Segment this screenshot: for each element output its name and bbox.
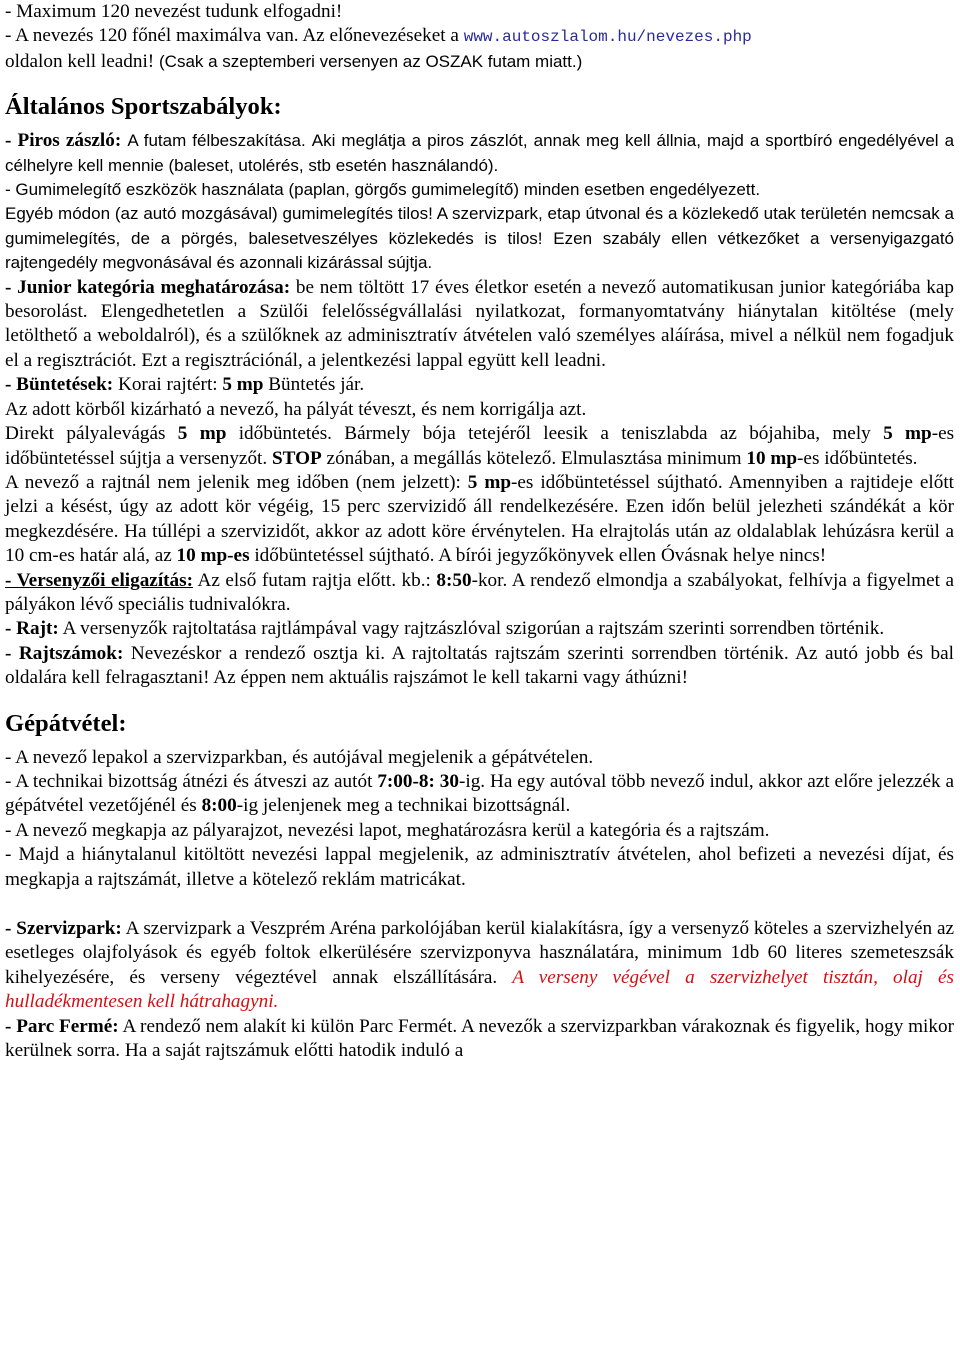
rule-text: A szervizpark a Veszprém Aréna parkolójában kerül kialakításra, így a versenyző köteles a szervizhelyén az esetleges olajfolyások és egyéb foltok elkerülésére szervizponyva használatára, minimum 1db 60 literes szemeteszsák kihelyezésére, és verseny végeztével annak elszállítására.	[5, 918, 954, 988]
registration-link[interactable]: www.autoszlalom.hu/nevezes.php	[463, 28, 752, 47]
rule-text: A nevező a rajtnál nem jelenik meg időben (nem jelzett):	[5, 471, 461, 493]
rule-label: - Rajtszámok:	[5, 642, 124, 664]
gep-line-1: - A nevező lepakol a szervizparkban, és autójával megjelenik a gépátvételen.	[5, 746, 594, 768]
rule-text: Korai rajtért:	[117, 374, 218, 396]
rule-label: - Junior kategória meghatározása:	[5, 276, 291, 298]
rule-label: - Rajt:	[5, 618, 59, 640]
rule-value: STOP	[271, 447, 322, 469]
rule-szervizpark	[5, 917, 954, 1015]
rule-rajtszamok	[5, 642, 954, 691]
intro-line-3	[5, 50, 954, 74]
rule-text: A futam félbeszakítása.	[127, 131, 306, 151]
intro-note: (Csak a szeptemberi versenyen az OSZAK futam miatt.)	[159, 51, 583, 71]
rule-text: -es időbüntetéssel sújtja a versenyzőt.	[5, 423, 955, 469]
rule-text: -es időbüntetéssel sújtható. Amennyiben a rajtideje előtt jelzi a késést, úgy az adott kör végéig, 15 perc szervizidő áll rendelkezésére. Ezen időn belül jelezheti szándékát a kör megkezdésére. Ha túllépi a szervizidőt, akkor az adott köre érvénytelen. Ha elrajtolás után az oldalablak lehúzásra kerül a 10 cm-es határ alá, az	[5, 471, 955, 567]
rule-value: 10 mp-es	[176, 545, 250, 567]
rule-junior	[5, 276, 954, 374]
rule-text: -es időbüntetés.	[797, 447, 918, 469]
rule-text: időbüntetéssel sújtható. A bírói jegyzőkönyvek ellen Óvásnak helye nincs!	[254, 545, 827, 567]
warning-text: A verseny végével a szervizhelyet tisztán, olaj és hulladékmentesen kell hátrahagyni.	[5, 966, 954, 1013]
rule-piros	[5, 129, 954, 178]
intro-text: oldalon kell leadni!	[5, 50, 155, 72]
rule-value: 5 mp	[883, 423, 932, 445]
rule-value: 5 mp	[467, 471, 512, 493]
rule-nevezo	[5, 471, 954, 569]
gep-value: 7:00-8: 30	[377, 770, 459, 792]
gep-value: 8:00	[201, 795, 237, 817]
gep-line-3: - A nevező megkapja az pályarajzot, nevezési lapot, meghatározásra kerül a kategória és a rajtszám.	[5, 819, 770, 841]
rule-direkt	[5, 422, 954, 471]
rule-label: - Piros zászló:	[5, 130, 122, 152]
rule-label: - Parc Fermé:	[5, 1015, 119, 1037]
rule-value: 10 mp	[746, 447, 798, 469]
rule-value: 5 mp	[177, 423, 227, 445]
rule-label: - Szervizpark:	[5, 918, 122, 939]
rule-text: időbüntetés. Bármely bója tetejéről leesik a teniszlabda az bójahiba, mely	[238, 423, 871, 445]
gep-line-2	[5, 770, 954, 819]
rule-text: be nem töltött 17 éves életkor esetén a nevező automatikusan junior kategóriába kap besorolást. Elengedhetetlen a Szülői felelősségvállalási nyilatkozat, formanyomtatvány hiánytalan kitöltése (mely letölthető a weboldalról), és a szülőknek az adminisztratív átvételen való személyes aláírása, mivel a nélkül nem fogadjuk el a regisztrációt. Ezt a regisztrációnál, a jelentkezési lappal együtt kell leadni.	[5, 276, 954, 371]
rule-value: 8:50	[436, 569, 472, 591]
rule-eligazitas	[5, 569, 954, 618]
gep-text: -ig jelenjenek meg a technikai bizottságnál.	[236, 795, 571, 817]
intro-line-1: - Maximum 120 nevezést tudunk elfogadni!	[5, 1, 343, 22]
intro-text: - A nevezés 120 főnél maximálva van. Az előnevezéseket a	[5, 25, 459, 47]
gep-text: - A technikai bizottság átnézi és átveszi az autót	[5, 770, 373, 792]
rule-label: - Büntetések:	[5, 374, 114, 396]
section-heading-gep: Gépátvétel:	[5, 709, 127, 737]
rule-rajt	[5, 617, 954, 641]
rule-text: Az első futam rajtja előtt. kb.:	[197, 569, 431, 591]
rule-label: - Versenyzői eligazítás:	[5, 569, 193, 591]
rule-gumi-2: Egyéb módon (az autó mozgásával) gumimelegítés tilos! A szervizpark, etap útvonal és a közlekedő utak területén nemcsak a gumimelegítés, de a pörgés, balesetveszélyes közlekedés is tilos! Ezen szabály ellen vétkezőket a versenyigazgató rajtengedély megvonásával és azonnali kizárással sújtja.	[5, 204, 954, 273]
rule-text: A rendező nem alakít ki külön Parc Fermét. A nevezők a szervizparkban várakoznak és figyelik, hogy mikor kerülnek sorra. Ha a saját rajtszámuk előtti hatodik induló a	[5, 1015, 954, 1062]
rule-text: A versenyzők rajtoltatása rajtlámpával vagy rajtzászlóval szigorúan a rajtszám szerinti sorrendben történik.	[62, 618, 885, 640]
rule-text: Direkt pályalevágás	[5, 423, 166, 445]
section-heading-sport: Általános Sportszabályok:	[5, 93, 282, 121]
rule-text: Aki meglátja a piros zászlót, annak meg kell állnia, majd a sportbíró engedélyével a célhelyre kell mennie (baleset, utolérés, stb esetén használandó).	[5, 131, 955, 175]
rule-text: Büntetés jár.	[268, 374, 365, 396]
spacer	[5, 892, 954, 917]
rule-value: 5 mp	[222, 374, 264, 396]
rule-buntetesek	[5, 373, 954, 397]
gep-text: -ig. Ha egy autóval több nevező indul, akkor azt előre jelezzék a gépátvétel vezetőjénél és	[5, 770, 955, 817]
rule-parc-ferme	[5, 1015, 954, 1064]
rule-text: -kor. A rendező elmondja a szabályokat, felhívja a figyelmet a pályákon lévő speciális tudnivalókra.	[5, 569, 955, 615]
gep-line-4: - Majd a hiánytalanul kitöltött nevezési lappal megjelenik, az adminisztratív átvételen, ahol befizeti a nevezési díjat, és megkapja a rajtszámát, illetve a kötelező reklám matricákat.	[5, 844, 954, 890]
intro-line-2	[5, 24, 954, 49]
rule-korbol: Az adott körből kizárható a nevező, ha pályát téveszt, és nem korrigálja azt.	[5, 398, 587, 420]
rule-text: Nevezéskor a rendező osztja ki. A rajtoltatás rajtszám szerinti sorrendben történik. Az autó jobb és bal oldalára kell felragasztani! Az éppen nem aktuális rajszámot le kell takarni vagy áthúzni!	[5, 642, 955, 689]
rule-text: zónában, a megállás kötelező. Elmulasztása minimum	[326, 447, 742, 469]
rule-gumi: - Gumimelegítő eszközök használata (paplan, görgős gumimelegítő) minden esetben engedélyezett.	[5, 180, 761, 200]
